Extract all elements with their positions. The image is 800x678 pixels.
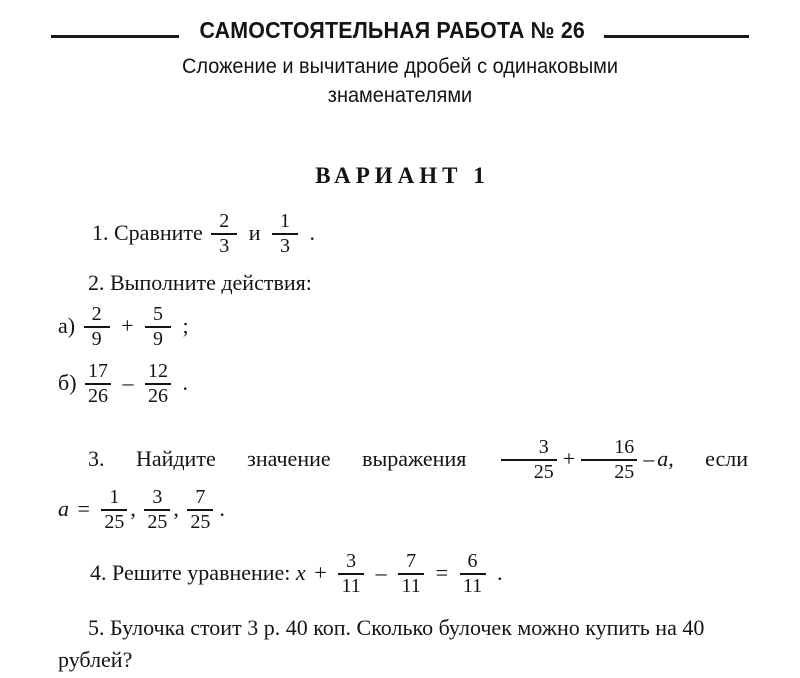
task-1-conjunction: и [248, 219, 261, 245]
task-3-separator-2: , [173, 495, 179, 521]
task-3-separator-1: , [130, 495, 136, 521]
numerator: 2 [219, 210, 230, 232]
task-2a-fraction-1 [84, 304, 110, 350]
numerator: 2 [91, 303, 102, 325]
numerator: 3 [346, 550, 357, 572]
denominator: 26 [148, 384, 169, 407]
task-3-values [58, 488, 225, 534]
task-2a-fraction-2 [145, 304, 171, 350]
task-4-period: . [497, 559, 503, 585]
numerator: 3 [538, 436, 549, 458]
denominator: 9 [91, 327, 102, 350]
task-5-text: Булочка стоит 3 р. 40 коп. Сколько булочек можно купить на 40 рублей? [58, 615, 705, 672]
task-2-number: 2. [88, 270, 105, 295]
task-1-fraction-1 [211, 211, 237, 257]
variant-label: ВАРИАНТ 1 [315, 163, 490, 188]
numerator: 7 [406, 550, 417, 572]
task-1 [92, 212, 315, 258]
task-4-number: 4. [90, 559, 107, 585]
task-3-equals: = [77, 495, 90, 521]
task-4-fraction-2 [398, 551, 424, 597]
task-1-fraction-2 [272, 211, 298, 257]
task-4-variable: x [295, 559, 306, 585]
denominator: 11 [462, 574, 483, 597]
task-4-prompt: Решите уравнение: [112, 559, 291, 585]
numerator: 5 [153, 303, 164, 325]
task-2 [88, 272, 312, 294]
task-3-assign-variable: a [58, 495, 69, 521]
worksheet-subtitle: Сложение и вычитание дробей с одинаковыми знаменателями [181, 55, 619, 107]
task-5 [58, 612, 758, 676]
task-3-operator-2: – [643, 445, 655, 471]
task-4-fraction-1 [338, 551, 364, 597]
task-1-period: . [309, 219, 316, 245]
task-2a-semicolon: ; [182, 312, 189, 338]
denominator: 25 [190, 510, 211, 533]
task-4 [90, 552, 503, 598]
numerator: 7 [195, 486, 206, 508]
header-rule-right [604, 35, 749, 38]
denominator: 3 [219, 234, 230, 257]
numerator: 3 [152, 486, 163, 508]
task-1-prompt: Сравните [114, 219, 203, 245]
denominator: 26 [88, 384, 109, 407]
header-rule-left [51, 35, 179, 38]
task-3-period: . [219, 495, 225, 521]
denominator: 25 [147, 510, 168, 533]
task-3-variable: a [657, 445, 669, 471]
numerator: 12 [148, 360, 169, 382]
task-2-item-a [58, 305, 189, 351]
denominator: 25 [614, 460, 635, 483]
denominator: 25 [104, 510, 125, 533]
denominator: 3 [280, 234, 291, 257]
task-3-prompt: Найдите значение выражения [135, 445, 467, 471]
task-3-number: 3. [88, 445, 105, 471]
denominator: 11 [341, 574, 361, 597]
worksheet-header [0, 12, 800, 42]
task-2b-fraction-2 [145, 361, 171, 407]
numerator: 1 [109, 486, 120, 508]
task-2-prompt: Выполните действия: [110, 270, 312, 295]
task-3-fraction-2 [581, 437, 637, 483]
task-3-value-3 [187, 487, 213, 533]
task-3-value-2 [144, 487, 170, 533]
task-2a-operator: + [121, 312, 134, 338]
task-2b-operator: – [122, 369, 134, 395]
worksheet-title: САМОСТОЯТЕЛЬНАЯ РАБОТА № 26 [199, 17, 586, 43]
numerator: 16 [614, 436, 635, 458]
task-2b-fraction-1 [85, 361, 111, 407]
task-3-operator-1: + [562, 445, 576, 471]
task-2b-label: б) [58, 369, 77, 395]
task-2-item-b [58, 362, 188, 408]
task-5-number: 5. [88, 615, 105, 640]
task-4-fraction-3 [460, 551, 486, 597]
task-4-operator-2: – [375, 559, 387, 585]
task-2b-period: . [182, 369, 189, 395]
task-3-value-1 [101, 487, 127, 533]
task-3-fraction-1 [501, 437, 557, 483]
denominator: 25 [533, 460, 554, 483]
task-3-comma: , [668, 445, 674, 471]
task-1-number: 1. [92, 219, 109, 245]
numerator: 1 [280, 210, 291, 232]
task-4-operator-1: + [314, 559, 327, 585]
denominator: 9 [153, 327, 164, 350]
task-4-equals: = [435, 559, 449, 585]
numerator: 17 [88, 360, 109, 382]
denominator: 11 [401, 574, 421, 597]
numerator: 6 [467, 550, 478, 572]
task-2a-label: а) [58, 312, 76, 338]
task-3-conjunction: если [705, 445, 748, 471]
